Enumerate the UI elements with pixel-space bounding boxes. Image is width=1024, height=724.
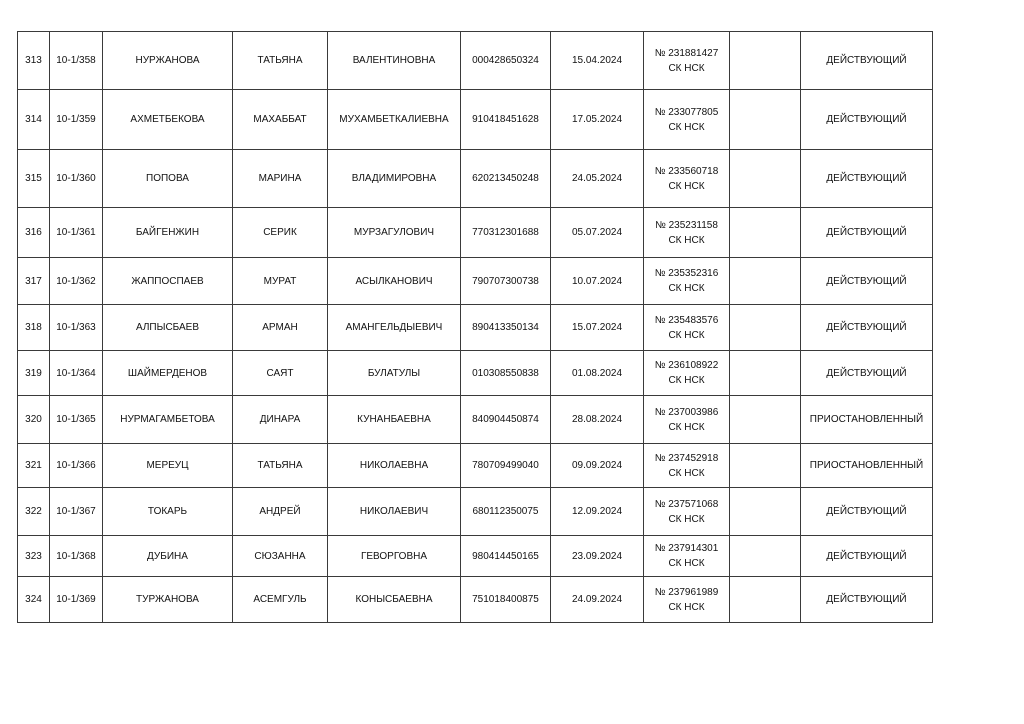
status-cell [801, 150, 933, 208]
registration-code-cell [50, 32, 103, 90]
registration-date: 23.09.2024 [571, 550, 623, 562]
empty-cell [730, 258, 801, 305]
surname-cell [103, 488, 233, 536]
first-name: АНДРЕЙ [259, 506, 301, 517]
iin: 751018400875 [472, 594, 539, 605]
first-name: АСЕМГУЛЬ [253, 594, 307, 605]
patronymic-cell [328, 208, 461, 258]
registration-date: 15.04.2024 [571, 55, 623, 66]
status-cell [801, 577, 933, 623]
certificate-cell [644, 396, 730, 444]
first-name-cell [233, 577, 328, 623]
registration-code: 10-1/364 [56, 367, 96, 379]
registration-code-cell [50, 351, 103, 396]
table-row [18, 32, 933, 90]
certificate-issuer: СК НСК [668, 234, 705, 246]
patronymic: ВЛАДИМИРОВНА [351, 173, 437, 184]
first-name-cell [233, 90, 328, 150]
iin: 770312301688 [472, 227, 539, 238]
certificate-number: № 237003986 [654, 406, 719, 418]
registration-date: 28.08.2024 [571, 414, 623, 425]
registry-body [18, 32, 933, 623]
registration-code-cell [50, 305, 103, 351]
surname: ЖАППОСПАЕВ [131, 275, 204, 287]
patronymic-cell [328, 577, 461, 623]
first-name: СЮЗАННА [254, 550, 306, 562]
first-name: ДИНАРА [259, 414, 301, 425]
status-cell [801, 208, 933, 258]
status-text: ДЕЙСТВУЮЩИЙ [826, 55, 907, 66]
date-cell [551, 444, 644, 488]
table-row [18, 396, 933, 444]
registration-code: 10-1/359 [56, 114, 96, 125]
first-name-cell [233, 488, 328, 536]
registration-date: 15.07.2024 [571, 322, 623, 333]
iin: 890413350134 [472, 322, 539, 333]
iin: 910418451628 [472, 114, 539, 125]
certificate-number: № 237961989 [654, 586, 719, 598]
surname: ШАЙМЕРДЕНОВ [127, 367, 208, 379]
row-number-cell [18, 351, 50, 396]
certificate-number: № 235231158 [655, 219, 718, 231]
surname-cell [103, 150, 233, 208]
first-name-cell [233, 351, 328, 396]
patronymic-cell [328, 396, 461, 444]
date-cell [551, 150, 644, 208]
status-text: ДЕЙСТВУЮЩИЙ [826, 550, 907, 562]
certificate-number: № 231881427 [654, 47, 719, 59]
surname: АЛПЫСБАЕВ [135, 322, 200, 333]
first-name-cell [233, 396, 328, 444]
patronymic-cell [328, 488, 461, 536]
row-number-cell [18, 90, 50, 150]
patronymic-cell [328, 258, 461, 305]
patronymic: НИКОЛАЕВИЧ [359, 506, 429, 517]
registration-code-cell [50, 258, 103, 305]
status-text: ДЕЙСТВУЮЩИЙ [826, 506, 907, 517]
registration-code: 10-1/362 [56, 275, 96, 287]
patronymic: БУЛАТУЛЫ [367, 367, 421, 379]
first-name-cell [233, 258, 328, 305]
date-cell [551, 488, 644, 536]
status-cell [801, 258, 933, 305]
row-number-cell [18, 488, 50, 536]
iin-cell [461, 444, 551, 488]
row-number-cell [18, 208, 50, 258]
certificate-issuer: СК НСК [668, 283, 705, 294]
status-text: ПРИОСТАНОВЛЕННЫЙ [809, 414, 924, 425]
status-cell [801, 536, 933, 577]
surname-cell [103, 258, 233, 305]
iin-cell [461, 305, 551, 351]
date-cell [551, 208, 644, 258]
surname-cell [103, 577, 233, 623]
patronymic-cell [328, 150, 461, 208]
status-cell [801, 351, 933, 396]
iin: 000428650324 [472, 55, 539, 66]
registration-code: 10-1/360 [56, 173, 96, 184]
first-name-cell [233, 444, 328, 488]
date-cell [551, 90, 644, 150]
certificate-number: № 237452918 [654, 452, 719, 464]
status-cell [801, 488, 933, 536]
surname: НУРМАГАМБЕТОВА [120, 414, 215, 425]
certificate-cell [644, 444, 730, 488]
surname-cell [103, 536, 233, 577]
empty-cell [730, 32, 801, 90]
status-text: ДЕЙСТВУЮЩИЙ [826, 275, 907, 287]
surname-cell [103, 305, 233, 351]
surname: ДУБИНА [147, 550, 188, 562]
surname: ТОКАРЬ [147, 506, 188, 517]
certificate-cell [644, 208, 730, 258]
iin: 010308550838 [472, 367, 539, 379]
certificate-issuer: СК НСК [668, 601, 705, 613]
certificate-issuer: СК НСК [668, 375, 705, 386]
iin: 980414450165 [472, 550, 539, 562]
row-number: 318 [25, 322, 42, 333]
surname: МЕРЕУЦ [146, 460, 189, 471]
patronymic: ВАЛЕНТИНОВНА [352, 55, 436, 66]
iin-cell [461, 258, 551, 305]
date-cell [551, 536, 644, 577]
registration-code: 10-1/366 [56, 460, 96, 471]
table-row [18, 258, 933, 305]
first-name: СЕРИК [263, 227, 297, 238]
row-number: 323 [25, 550, 42, 562]
certificate-cell [644, 351, 730, 396]
iin: 790707300738 [472, 275, 539, 287]
status-text: ДЕЙСТВУЮЩИЙ [826, 594, 907, 605]
table-row [18, 536, 933, 577]
patronymic: КОНЫСБАЕВНА [355, 594, 433, 605]
empty-cell [730, 305, 801, 351]
patronymic: МУРЗАГУЛОВИЧ [353, 227, 435, 238]
certificate-cell [644, 258, 730, 305]
table-row [18, 351, 933, 396]
iin-cell [461, 577, 551, 623]
registration-date: 12.09.2024 [571, 506, 623, 517]
iin-cell [461, 488, 551, 536]
empty-cell [730, 536, 801, 577]
certificate-issuer: СК НСК [668, 329, 705, 341]
row-number: 317 [25, 275, 42, 287]
registration-code-cell [50, 536, 103, 577]
first-name: МАРИНА [258, 173, 302, 184]
row-number: 321 [25, 460, 42, 471]
certificate-cell [644, 305, 730, 351]
registration-date: 09.09.2024 [571, 460, 623, 471]
certificate-number: № 237571068 [654, 498, 719, 510]
certificate-issuer: СК НСК [668, 513, 705, 525]
date-cell [551, 32, 644, 90]
empty-cell [730, 488, 801, 536]
status-text: ПРИОСТАНОВЛЕННЫЙ [809, 460, 924, 471]
registration-date: 17.05.2024 [571, 114, 623, 125]
table-row [18, 444, 933, 488]
date-cell [551, 577, 644, 623]
registration-code-cell [50, 444, 103, 488]
patronymic: АМАНГЕЛЬДЫЕВИЧ [345, 322, 443, 333]
status-cell [801, 444, 933, 488]
certificate-issuer: СК НСК [668, 558, 705, 569]
surname: НУРЖАНОВА [135, 55, 200, 66]
patronymic: КУНАНБАЕВНА [357, 414, 431, 425]
row-number-cell [18, 444, 50, 488]
registration-date: 24.09.2024 [571, 594, 623, 605]
surname-cell [103, 32, 233, 90]
first-name: САЯТ [266, 367, 294, 379]
row-number-cell [18, 258, 50, 305]
registration-code: 10-1/363 [56, 322, 96, 333]
status-text: ДЕЙСТВУЮЩИЙ [826, 367, 907, 379]
date-cell [551, 351, 644, 396]
registration-code: 10-1/365 [56, 414, 96, 425]
patronymic-cell [328, 351, 461, 396]
surname-cell [103, 396, 233, 444]
first-name: МАХАББАТ [253, 114, 307, 125]
certificate-number: № 233077805 [654, 106, 719, 118]
empty-cell [730, 150, 801, 208]
first-name: ТАТЬЯНА [257, 55, 303, 66]
registration-code: 10-1/369 [56, 594, 96, 605]
row-number-cell [18, 32, 50, 90]
certificate-cell [644, 150, 730, 208]
surname: ПОПОВА [146, 173, 189, 184]
registration-date: 01.08.2024 [571, 367, 623, 379]
iin: 840904450874 [472, 414, 539, 425]
date-cell [551, 305, 644, 351]
first-name-cell [233, 305, 328, 351]
surname: АХМЕТБЕКОВА [130, 114, 205, 125]
registration-date: 05.07.2024 [571, 227, 623, 238]
surname: БАЙГЕНЖИН [135, 227, 200, 238]
first-name-cell [233, 150, 328, 208]
date-cell [551, 258, 644, 305]
certificate-cell [644, 536, 730, 577]
empty-cell [730, 396, 801, 444]
empty-cell [730, 208, 801, 258]
row-number: 316 [25, 227, 42, 238]
row-number: 314 [25, 114, 42, 125]
first-name-cell [233, 536, 328, 577]
registration-code-cell [50, 150, 103, 208]
first-name: МУРАТ [263, 275, 297, 287]
date-cell [551, 396, 644, 444]
certificate-issuer: СК НСК [668, 421, 705, 433]
row-number: 319 [25, 367, 42, 379]
certificate-issuer: СК НСК [668, 467, 705, 479]
surname-cell [103, 208, 233, 258]
surname-cell [103, 444, 233, 488]
patronymic-cell [328, 536, 461, 577]
patronymic-cell [328, 90, 461, 150]
registration-date: 10.07.2024 [571, 275, 623, 287]
row-number-cell [18, 396, 50, 444]
iin-cell [461, 90, 551, 150]
registration-code: 10-1/361 [56, 227, 96, 238]
empty-cell [730, 90, 801, 150]
registration-code-cell [50, 488, 103, 536]
status-cell [801, 90, 933, 150]
patronymic: МУХАМБЕТКАЛИЕВНА [339, 114, 449, 125]
iin: 620213450248 [472, 173, 539, 184]
row-number: 315 [25, 173, 42, 184]
registration-code-cell [50, 577, 103, 623]
registration-code: 10-1/367 [56, 506, 96, 517]
certificate-number: № 233560718 [654, 165, 719, 177]
empty-cell [730, 577, 801, 623]
patronymic: АСЫЛКАНОВИЧ [355, 275, 433, 287]
patronymic-cell [328, 32, 461, 90]
patronymic-cell [328, 305, 461, 351]
status-text: ДЕЙСТВУЮЩИЙ [826, 227, 907, 238]
registration-code: 10-1/358 [56, 55, 96, 66]
table-row [18, 208, 933, 258]
first-name: ТАТЬЯНА [257, 460, 303, 471]
iin-cell [461, 208, 551, 258]
iin: 780709499040 [472, 460, 539, 471]
status-cell [801, 396, 933, 444]
table-row [18, 305, 933, 351]
row-number-cell [18, 577, 50, 623]
iin-cell [461, 396, 551, 444]
certificate-cell [644, 488, 730, 536]
table-row [18, 90, 933, 150]
registry-table [17, 31, 933, 623]
patronymic: НИКОЛАЕВНА [359, 460, 429, 471]
certificate-cell [644, 577, 730, 623]
row-number: 324 [25, 594, 42, 605]
empty-cell [730, 444, 801, 488]
certificate-number: № 235483576 [654, 314, 719, 326]
empty-cell [730, 351, 801, 396]
iin-cell [461, 351, 551, 396]
row-number-cell [18, 536, 50, 577]
row-number: 313 [25, 55, 42, 66]
table-row [18, 488, 933, 536]
patronymic: ГЕВОРГОВНА [360, 550, 428, 562]
certificate-cell [644, 32, 730, 90]
row-number: 322 [25, 506, 42, 517]
iin-cell [461, 536, 551, 577]
surname-cell [103, 90, 233, 150]
registration-date: 24.05.2024 [571, 173, 623, 184]
first-name: АРМАН [262, 322, 298, 333]
iin-cell [461, 32, 551, 90]
certificate-issuer: СК НСК [668, 180, 705, 192]
row-number: 320 [25, 414, 42, 425]
row-number-cell [18, 305, 50, 351]
certificate-number: № 237914301 [654, 543, 719, 554]
surname-cell [103, 351, 233, 396]
patronymic-cell [328, 444, 461, 488]
registration-code-cell [50, 90, 103, 150]
registration-code-cell [50, 396, 103, 444]
status-cell [801, 32, 933, 90]
iin: 680112350075 [472, 506, 539, 517]
certificate-issuer: СК НСК [668, 62, 705, 74]
surname: ТУРЖАНОВА [136, 594, 199, 605]
certificate-issuer: СК НСК [668, 121, 705, 133]
status-cell [801, 305, 933, 351]
status-text: ДЕЙСТВУЮЩИЙ [826, 114, 907, 125]
first-name-cell [233, 208, 328, 258]
registration-code: 10-1/368 [56, 550, 96, 562]
certificate-number: № 235352316 [654, 268, 719, 279]
certificate-cell [644, 90, 730, 150]
table-row [18, 150, 933, 208]
row-number-cell [18, 150, 50, 208]
status-text: ДЕЙСТВУЮЩИЙ [826, 173, 907, 184]
table-row [18, 577, 933, 623]
first-name-cell [233, 32, 328, 90]
iin-cell [461, 150, 551, 208]
registration-code-cell [50, 208, 103, 258]
status-text: ДЕЙСТВУЮЩИЙ [826, 322, 907, 333]
certificate-number: № 236108922 [654, 360, 719, 371]
